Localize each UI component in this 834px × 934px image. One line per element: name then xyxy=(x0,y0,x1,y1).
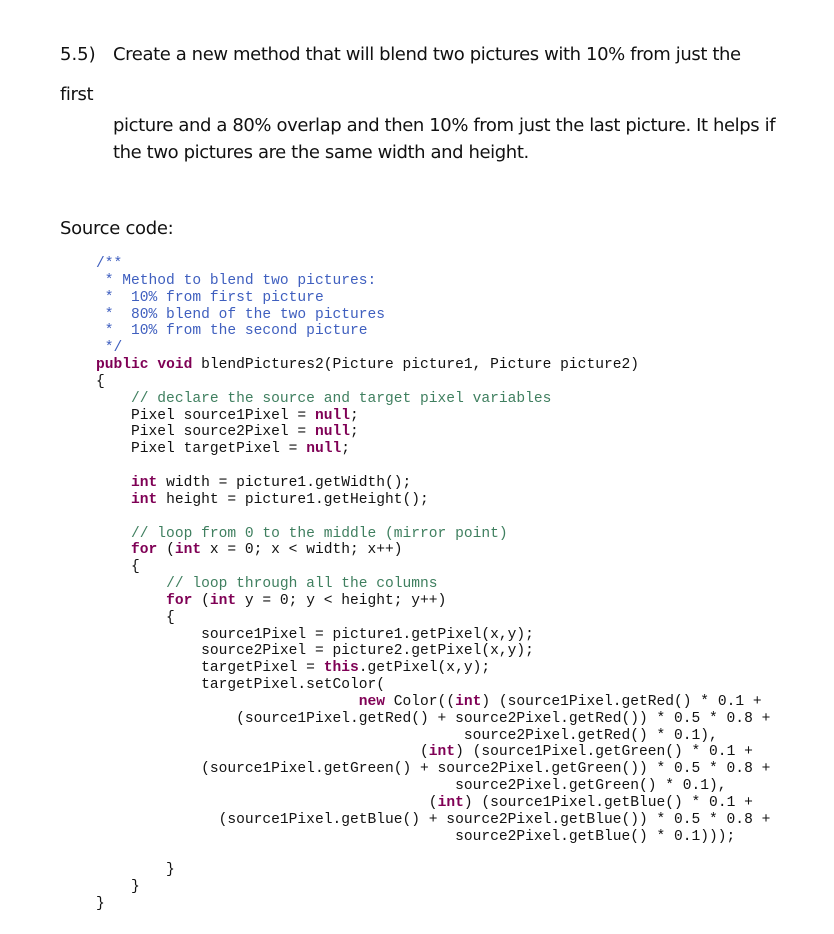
code-line: * Method to blend two pictures: xyxy=(96,272,377,289)
question-number: 5.5) xyxy=(60,44,96,65)
code-line: } xyxy=(96,896,105,913)
code-line: /** xyxy=(96,256,123,272)
question-text-line3: the two pictures are the same width and height. xyxy=(113,142,529,163)
code-line: // declare the source and target pixel variables xyxy=(131,390,552,407)
code-line: (source1Pixel.getRed() + source2Pixel.getRed()) * 0.5 * 0.8 + xyxy=(96,710,771,727)
code-line: // loop through all the columns xyxy=(166,576,438,593)
question-text-line1: Create a new method that will blend two pictures with 10% from just the xyxy=(113,44,741,65)
question-text-line2: picture and a 80% overlap and then 10% from just the last picture. It helps if xyxy=(113,115,776,136)
code-line: for (int x = 0; x < width; x++) xyxy=(131,542,403,559)
code-line: source1Pixel = picture1.getPixel(x,y); xyxy=(96,626,534,643)
code-block xyxy=(96,256,770,913)
code-line: public void blendPictures2(Picture picture1, Picture picture2) xyxy=(96,357,639,374)
code-line: int height = picture1.getHeight(); xyxy=(131,491,429,508)
code-line: targetPixel.setColor( xyxy=(96,677,386,694)
code-line: source2Pixel.getRed() * 0.1), xyxy=(96,727,718,744)
source-code-label: Source code: xyxy=(60,218,174,239)
code-line: { xyxy=(96,609,175,626)
question-text-continuation xyxy=(113,112,813,166)
code-line: // loop from 0 to the middle (mirror point) xyxy=(131,525,508,542)
code-line: { xyxy=(96,373,105,390)
code-line: } xyxy=(96,879,140,896)
code-line: (int) (source1Pixel.getBlue() * 0.1 + xyxy=(96,795,753,811)
code-line: for (int y = 0; y < height; y++) xyxy=(166,592,447,609)
code-line: Pixel source1Pixel = null; xyxy=(96,407,359,424)
code-line: new Color((int) (source1Pixel.getRed() * 0.1 + xyxy=(358,693,762,710)
code-line: { xyxy=(96,559,140,576)
code-line: targetPixel = this.getPixel(x,y); xyxy=(96,660,491,677)
code-line: Pixel targetPixel = null; xyxy=(96,441,350,458)
code-line: (int) (source1Pixel.getGreen() * 0.1 + xyxy=(96,744,753,761)
code-line: * 80% blend of the two pictures xyxy=(96,306,386,323)
code-line: * 10% from first picture xyxy=(96,289,324,306)
question-text-wrap: first xyxy=(60,84,94,105)
code-line: Pixel source2Pixel = null; xyxy=(96,424,359,441)
code-line: */ xyxy=(96,340,123,357)
code-line: int width = picture1.getWidth(); xyxy=(131,474,412,491)
code-line: (source1Pixel.getBlue() + source2Pixel.getBlue()) * 0.5 * 0.8 + xyxy=(96,811,771,828)
code-line: * 10% from the second picture xyxy=(96,323,368,340)
code-line xyxy=(96,458,770,475)
code-line xyxy=(96,509,770,526)
code-line: } xyxy=(96,862,175,879)
code-line: source2Pixel.getGreen() * 0.1), xyxy=(96,778,727,795)
code-line xyxy=(96,846,770,863)
code-line: source2Pixel = picture2.getPixel(x,y); xyxy=(96,643,534,660)
code-line: source2Pixel.getBlue() * 0.1))); xyxy=(96,828,736,845)
code-line: (source1Pixel.getGreen() + source2Pixel.getGreen()) * 0.5 * 0.8 + xyxy=(96,761,771,778)
